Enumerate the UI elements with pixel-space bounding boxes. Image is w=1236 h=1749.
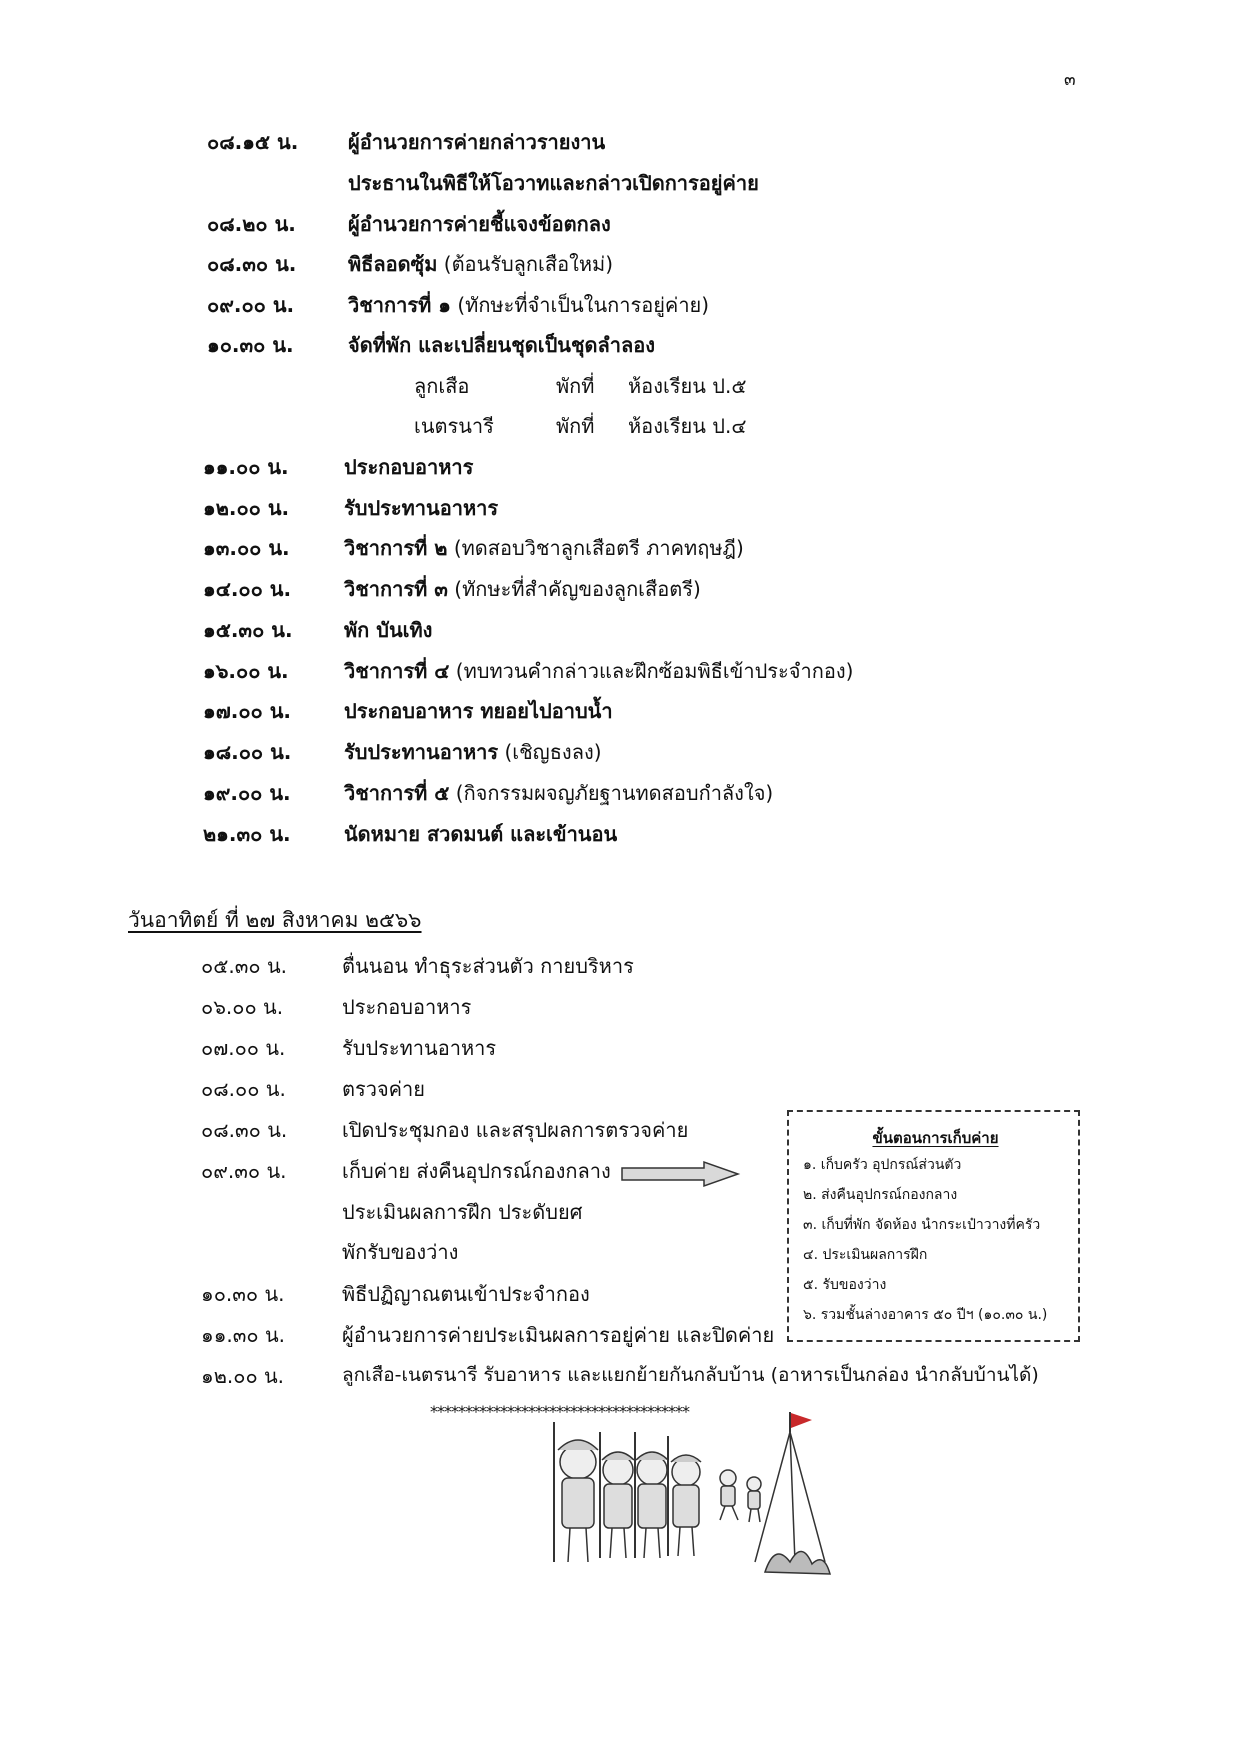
schedule-row: ๑๘.๐๐ น. รับประทานอาหาร (เชิญธงลง) bbox=[203, 740, 602, 764]
page-number: ๓ bbox=[1064, 70, 1076, 90]
schedule-row: ๐๘.๓๐ น. พิธีลอดซุ้ม (ต้อนรับลูกเสือใหม่) bbox=[207, 252, 614, 276]
packing-step: ๕. รับของว่าง bbox=[803, 1277, 887, 1293]
schedule-row: ๐๘.๑๕ น. ผู้อำนวยการค่ายกล่าวรายงาน bbox=[207, 130, 606, 154]
schedule-row: ประธานในพิธีให้โอวาทและกล่าวเปิดการอยู่ค่าย bbox=[348, 171, 759, 195]
schedule-row: ๑๗.๐๐ น. ประกอบอาหาร ทยอยไปอาบน้ำ bbox=[203, 699, 613, 723]
schedule-row: ๑๑.๐๐ น. ประกอบอาหาร bbox=[203, 455, 474, 479]
schedule-row: ๐๙.๓๐ น. เก็บค่าย ส่งคืนอุปกรณ์กองกลาง bbox=[201, 1159, 611, 1183]
schedule-row: ๐๖.๐๐ น. ประกอบอาหาร bbox=[201, 995, 472, 1019]
schedule-row: ๑๖.๐๐ น. วิชาการที่ ๔ (ทบทวนคำกล่าวและฝึกซ้อมพิธีเข้าประจำกอง) bbox=[203, 659, 854, 683]
schedule-row: ๑๐.๓๐ น. พิธีปฏิญาณตนเข้าประจำกอง bbox=[201, 1282, 590, 1306]
schedule-row: ๑๔.๐๐ น. วิชาการที่ ๓ (ทักษะที่สำคัญของลูกเสือตรี) bbox=[203, 577, 701, 601]
schedule-row: ๑๒.๐๐ น. ลูกเสือ-เนตรนารี รับอาหาร และแยกย้ายกันกลับบ้าน (อาหารเป็นกล่อง นำกลับบ้านได้) bbox=[201, 1364, 1039, 1388]
packing-step: ๔. ประเมินผลการฝึก bbox=[803, 1247, 928, 1263]
schedule-row: ๑๕.๓๐ น. พัก บันเทิง bbox=[203, 618, 433, 642]
packing-step: ๒. ส่งคืนอุปกรณ์กองกลาง bbox=[803, 1187, 958, 1203]
day-heading: วันอาทิตย์ ที่ ๒๗ สิงหาคม ๒๕๖๖ bbox=[128, 908, 422, 932]
schedule-row: ๐๕.๓๐ น. ตื่นนอน ทำธุระส่วนตัว กายบริหาร bbox=[201, 954, 634, 978]
schedule-row: ๑๑.๓๐ น. ผู้อำนวยการค่ายประเมินผลการอยู่ค่าย และปิดค่าย bbox=[201, 1323, 775, 1347]
schedule-row: ๐๘.๓๐ น. เปิดประชุมกอง และสรุปผลการตรวจค่าย bbox=[201, 1118, 689, 1142]
schedule-row: ประเมินผลการฝึก ประดับยศ bbox=[342, 1200, 583, 1224]
schedule-row: ๑๒.๐๐ น. รับประทานอาหาร bbox=[203, 496, 499, 520]
schedule-row: ๑๐.๓๐ น. จัดที่พัก และเปลี่ยนชุดเป็นชุดลำลอง bbox=[207, 333, 656, 357]
schedule-row: ๑๓.๐๐ น. วิชาการที่ ๒ (ทดสอบวิชาลูกเสือตรี ภาคทฤษฎี) bbox=[203, 536, 744, 560]
packing-step: ๖. รวมชั้นล่างอาคาร ๕๐ ปีฯ (๑๐.๓๐ น.) bbox=[803, 1307, 1048, 1323]
schedule-row: ๒๑.๓๐ น. นัดหมาย สวดมนต์ และเข้านอน bbox=[203, 822, 618, 846]
schedule-row: ๐๗.๐๐ น. รับประทานอาหาร bbox=[201, 1036, 497, 1060]
packing-steps-title: ขั้นตอนการเก็บค่าย bbox=[872, 1129, 999, 1147]
scouts-campfire-illustration bbox=[540, 1412, 860, 1592]
schedule-row: ๐๙.๐๐ น. วิชาการที่ ๑ (ทักษะที่จำเป็นในการอยู่ค่าย) bbox=[207, 293, 710, 317]
packing-step: ๓. เก็บที่พัก จัดห้อง นำกระเป๋าวางที่ครัว bbox=[803, 1217, 1041, 1233]
right-arrow-icon bbox=[620, 1160, 742, 1188]
schedule-row: ๐๘.๒๐ น. ผู้อำนวยการค่ายชี้แจงข้อตกลง bbox=[207, 212, 611, 236]
flag-icon bbox=[791, 1413, 812, 1428]
schedule-row: ๑๙.๐๐ น. วิชาการที่ ๕ (กิจกรรมผจญภัยฐานทดสอบกำลังใจ) bbox=[203, 781, 774, 805]
packing-steps-box bbox=[787, 1110, 1080, 1342]
schedule-row: ๐๘.๐๐ น. ตรวจค่าย bbox=[201, 1077, 426, 1101]
separator-stars: ************************************* bbox=[430, 1402, 689, 1421]
packing-step: ๑. เก็บครัว อุปกรณ์ส่วนตัว bbox=[803, 1157, 962, 1173]
schedule-row: พักรับของว่าง bbox=[342, 1240, 459, 1264]
